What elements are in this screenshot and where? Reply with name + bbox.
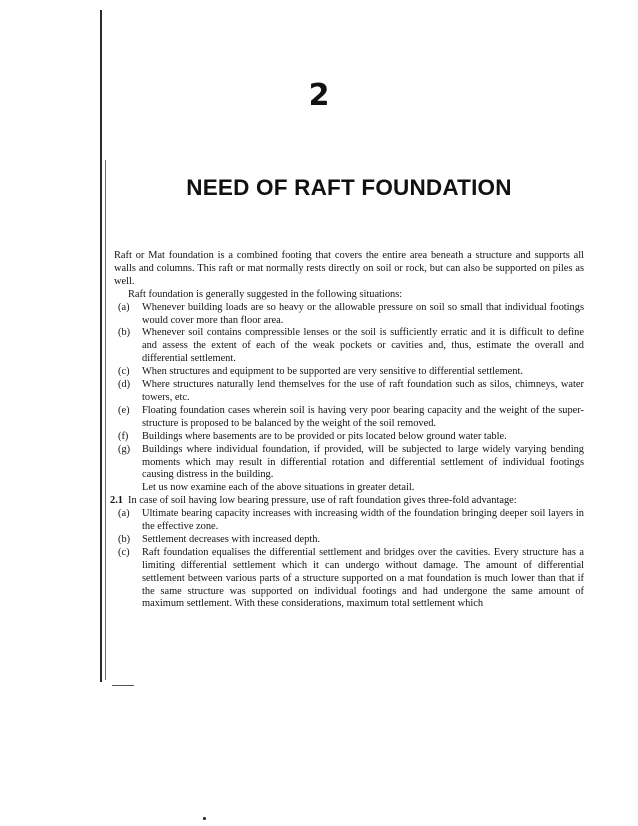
list-item-label: (a) [118,508,130,520]
list-item [114,327,584,366]
section-text: In case of soil having low bearing pressure, use of raft foundation gives three-fold advantage: [128,495,517,507]
scan-speck [203,817,206,820]
list-item [114,508,584,534]
body-text [110,250,584,611]
list-item-label: (g) [118,443,131,455]
list-item-label: (f) [118,430,129,442]
list-item-label: (c) [118,546,130,558]
list-item-label: (c) [118,366,130,378]
binding-corner-mark [112,685,134,686]
intro-paragraph: Raft or Mat foundation is a combined footing that covers the entire area beneath a structure and supports all walls and columns. This raft or mat normally rests directly on soil or rock, but can also be supported on piles as well. [114,250,584,287]
list-item-text: Buildings where individual foundation, if provided, will be subjected to large widely varying bending moments which may result in differential rotation and differential settlement of individual footings causing distress in the building. [142,443,584,481]
list-item [114,444,584,483]
chapter-number: 2 [308,78,330,113]
list-item [114,431,584,444]
list-item-label: (e) [118,404,130,416]
list-item [114,366,584,379]
list-item-label: (a) [118,301,130,313]
list-item-text: Where structures naturally lend themselves for the use of raft foundation such as silos, chimneys, water towers, etc. [142,379,584,403]
chapter-title: NEED OF RAFT FOUNDATION [186,175,512,200]
list-item-text: Settlement decreases with increased depth. [142,533,321,545]
list-item-label: (d) [118,379,131,391]
situations-close: Let us now examine each of the above situations in greater detail. [142,482,415,494]
list-item-text: Whenever soil contains compressible lenses or the soil is sufficiently erratic and it is difficult to define and assess the extent of each of the weak pockets or cavities and, thus, estimate the overall and differential settlement. [142,327,584,365]
list-item-text: Whenever building loads are so heavy or the allowable pressure on soil so small that individual footings would cover more than floor area. [142,301,584,326]
binding-line-inner [105,160,106,680]
section-number: 2.1 [110,495,123,507]
section-2-1 [110,495,584,508]
list-item [114,547,584,612]
situations-list [114,302,584,483]
list-item-text: Floating foundation cases wherein soil is having very poor bearing capacity and the weight of the super-structure is proposed to be balanced by the weight of the soil removed. [142,404,584,429]
list-item [114,405,584,431]
list-item-text: Raft foundation equalises the differential settlement and bridges over the cavities. Every structure has a limiting differential settlement which it can undergo without damage. The amount of differential settlement between various parts of a structure supported on a mat foundation is much lower than that if the same structure was supported on individual footings and had undergone the same amount of maximum settlement. With these considerations, maximum total settlement which [142,546,584,610]
list-item-label: (b) [118,533,131,545]
list-item-text: Ultimate bearing capacity increases with increasing width of the foundation bringing deeper soil layers in the effective zone. [142,508,584,533]
list-item [114,302,584,328]
list-item [114,379,584,405]
list-item-label: (b) [118,327,131,339]
list-item-text: When structures and equipment to be supported are very sensitive to differential settlement. [142,366,523,378]
list-item-text: Buildings where basements are to be provided or pits located below ground water table. [142,430,507,442]
section-items [114,508,584,611]
situations-lead: Raft foundation is generally suggested in the following situations: [128,288,403,300]
list-item [114,534,584,547]
